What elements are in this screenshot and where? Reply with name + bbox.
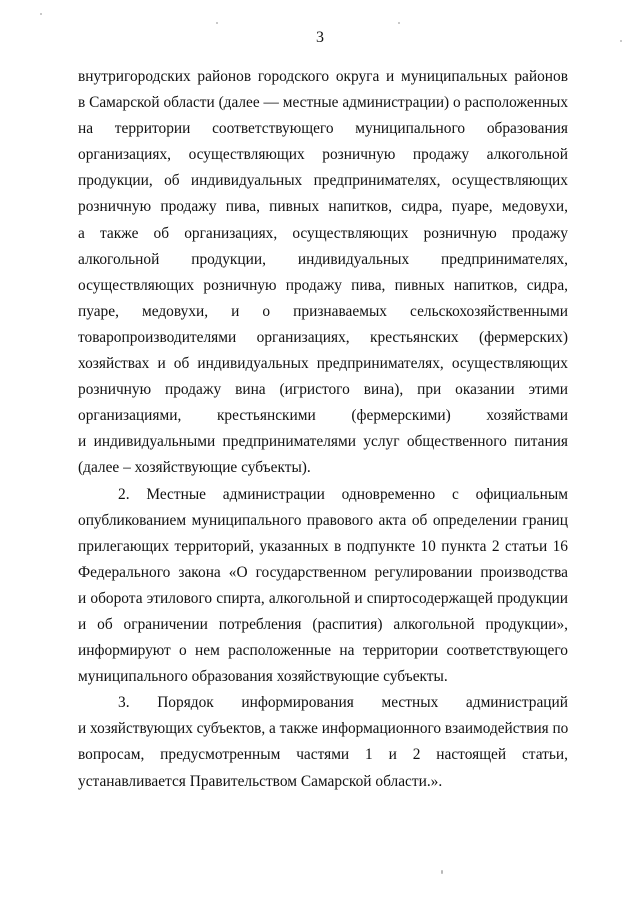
text-line: внутригородских районов городского округа и муниципальных районов	[78, 68, 568, 85]
text-line: алкогольной продукции, индивидуальных предпринимателях,	[78, 250, 568, 268]
text-line: хозяйствах и об индивидуальных предпринимателях, осуществляющих	[78, 355, 568, 373]
scan-speck	[620, 40, 622, 42]
text-line: в Самарской области (далее — местные администрации) о расположенных	[78, 94, 568, 112]
text-line: розничную продажу вина (игристого вина), при оказании этими	[78, 381, 568, 399]
document-body	[78, 64, 568, 795]
text-line: товаропроизводителями организациях, крестьянских (фермерских)	[78, 328, 568, 346]
text-line: организациями, крестьянскими (фермерскими) хозяйствами	[78, 407, 568, 425]
text-line: прилегающих территорий, указанных в подпункте 10 пункта 2 статьи 16	[78, 537, 568, 555]
text-line: Федерального закона «О государственном регулировании производства	[78, 563, 568, 581]
text-line: на территории соответствующего муниципального образования	[78, 120, 568, 138]
text-line: устанавливается Правительством Самарской области.».	[78, 772, 443, 790]
scan-speck	[398, 22, 400, 24]
text-line: пуаре, медовухи, и о признаваемых сельскохозяйственными	[78, 302, 568, 320]
page-number: 3	[316, 29, 324, 46]
text-line: 3. Порядок информирования местных администраций	[118, 694, 568, 712]
text-line: (далее – хозяйствующие субъекты).	[78, 459, 311, 477]
scan-speck	[40, 13, 42, 15]
text-line: а также об организациях, осуществляющих розничную продажу	[78, 224, 568, 242]
text-line: и оборота этилового спирта, алкогольной и спиртосодержащей продукции	[78, 589, 568, 607]
text-line: опубликованием муниципального правового акта об определении границ	[78, 511, 568, 529]
text-line: организациях, осуществляющих розничную продажу алкогольной	[78, 146, 568, 164]
text-line: и индивидуальными предпринимателями услуг общественного питания	[78, 433, 568, 451]
text-line: муниципального образования хозяйствующие субъекты.	[78, 668, 448, 686]
text-line: осуществляющих розничную продажу пива, пивных напитков, сидра,	[78, 276, 568, 294]
text-line: и об ограничении потребления (распития) алкогольной продукции»,	[78, 615, 568, 633]
text-line: продукции, об индивидуальных предпринимателях, осуществляющих	[78, 172, 568, 190]
scan-speck	[216, 22, 218, 24]
text-line: розничную продажу пива, пивных напитков, сидра, пуаре, медовухи,	[78, 198, 568, 216]
text-line: информируют о нем расположенные на территории соответствующего	[78, 642, 568, 660]
text-line: и хозяйствующих субъектов, а также информационного взаимодействия по	[78, 720, 569, 738]
text-line: 2. Местные администрации одновременно с официальным	[118, 485, 568, 503]
text-line: вопросам, предусмотренным частями 1 и 2 настоящей статьи,	[78, 746, 568, 764]
scan-speck	[441, 870, 443, 874]
